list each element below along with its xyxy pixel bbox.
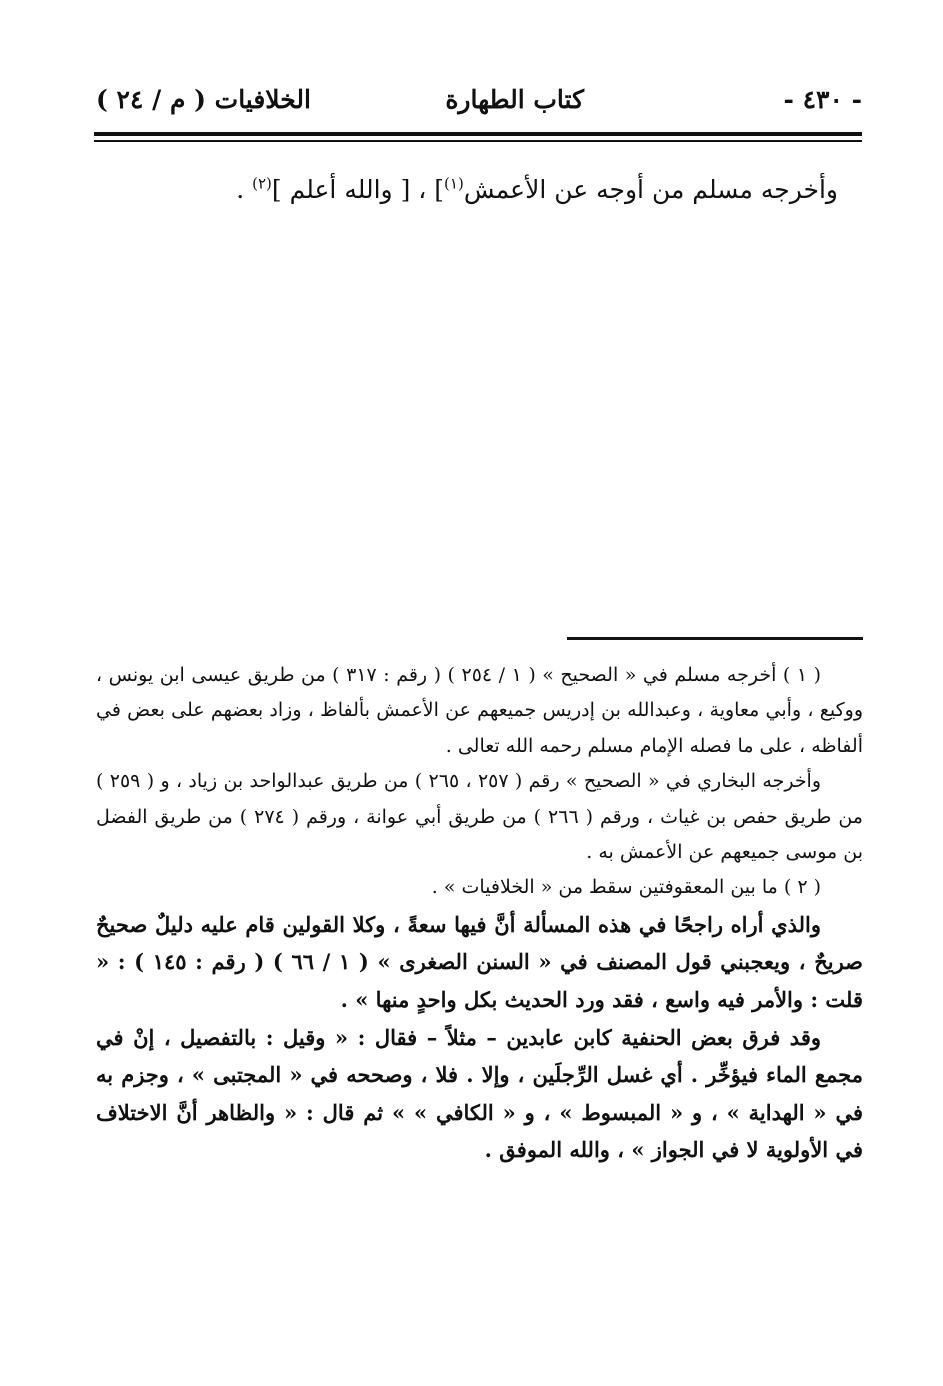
main-text: [96, 166, 838, 214]
page-header: [96, 78, 862, 126]
source-label: الخلافيات ( م / ٢٤ ): [96, 85, 311, 114]
footnote-separator: [567, 637, 863, 640]
editor-note-1: والذي أراه راجحًا في هذه المسألة أنَّ فيها سعةً ، وكلا القولين قام عليه دليلٌ صحيحٌ صريحٌ ، ويعجبني قول المصنف في « السنن الصغرى » ( ١ / ٦٦ ) ( رقم : ١٤٥ ) : « قلت : والأمر فيه واسع ، فقد ورد الحديث بكل واحدٍ منها » .: [96, 911, 864, 1013]
footnote-1-continuation: وأخرجه البخاري في « الصحيح » رقم ( ٢٥٧ ، ٢٦٥ ) من طريق عبدالواحد بن زياد ، و ( ٢٥٩ ) من طريق حفص بن غياث ، ورقم ( ٢٦٦ ) من طريق أبي عوانة ، ورقم ( ٢٧٤ ) من طريق الفضل بن موسى جميعهم عن الأعمش به .: [96, 770, 863, 864]
footnote-2: ( ٢ ) ما بين المعقوفتين سقط من « الخلافيات » .: [431, 876, 821, 899]
footnote-1: ( ١ ) أخرجه مسلم في « الصحيح » ( ١ / ٢٥٤ ) ( رقم : ٣١٧ ) من طريق عيسى ابن يونس ، ووكيع ، وأبي معاوية ، وعبدالله بن إدريس جميعهم عن الأعمش بألفاظ ، وزاد بعضهم على بعض في ألفاظه ، على ما فصله الإمام مسلم رحمه الله تعالى .: [96, 664, 863, 757]
main-text-part3: .: [236, 175, 253, 204]
header-rule-thick: [94, 132, 862, 136]
page-number: - ٤٣٠ -: [783, 85, 862, 114]
footnote-marker-1[interactable]: (١): [444, 174, 464, 193]
footnotes: [96, 658, 863, 1169]
book-title: كتاب الطهارة: [445, 85, 584, 114]
footnote-marker-2[interactable]: (٢): [252, 174, 272, 193]
header-rule-thin: [94, 140, 862, 142]
main-text-part2: ] ، [ والله أعلم ]: [271, 175, 445, 204]
main-text-part1: وأخرجه مسلم من أوجه عن الأعمش: [463, 175, 838, 204]
editor-note-2: وقد فرق بعض الحنفية كابن عابدين – مثلاً – فقال : « وقيل : بالتفصيل ، إنْ في مجمع الماء فيؤخِّر . أي غسل الرِّجلَين ، وإلا . فلا ، وصححه في « المجتبى » ، وجزم به في « الهداية » ، و « المبسوط » ، و « الكافي » » ثم قال : « والظاهر أنَّ الاختلاف في الأولوية لا في الجواز » ، والله الموفق .: [96, 1024, 863, 1163]
